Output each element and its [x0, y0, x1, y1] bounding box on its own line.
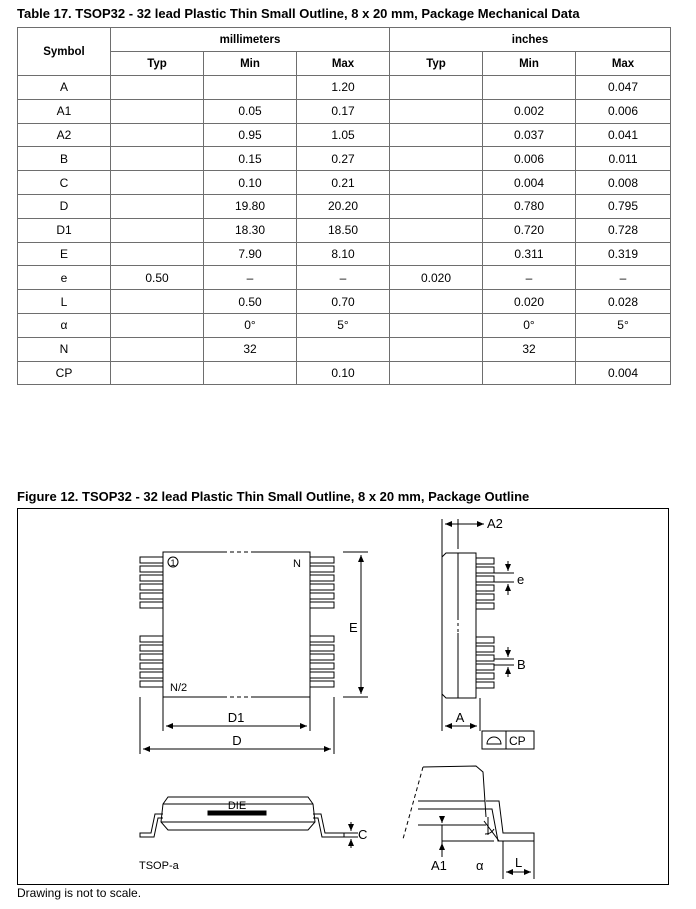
cell-in-typ	[390, 242, 483, 266]
table-row	[18, 266, 671, 290]
cell-mm-typ	[111, 99, 204, 123]
cell-in-max: 0.047	[576, 76, 671, 100]
lead	[310, 663, 334, 669]
cell-mm-min: 0°	[204, 313, 297, 337]
cell-in-min	[483, 361, 576, 385]
lead	[310, 681, 334, 687]
cell-in-min: 0.020	[483, 290, 576, 314]
pin1-label: 1	[170, 558, 176, 568]
pin-n2-label: N/2	[170, 682, 188, 694]
lead	[476, 576, 494, 582]
lead	[140, 575, 163, 581]
cell-in-typ	[390, 171, 483, 195]
cell-mm-max: 0.10	[297, 361, 390, 385]
table-row	[18, 361, 671, 385]
cell-in-max: 0.728	[576, 218, 671, 242]
cell-mm-min	[204, 76, 297, 100]
cell-symbol: A	[18, 76, 111, 100]
dim-cp-label: CP	[509, 734, 526, 748]
footnote: Drawing is not to scale.	[17, 886, 142, 900]
lead	[476, 594, 494, 600]
cell-mm-max: 8.10	[297, 242, 390, 266]
in-typ-header: Typ	[390, 52, 483, 76]
dim-b-label: B	[517, 657, 526, 672]
cell-in-min: 0.780	[483, 194, 576, 218]
cell-in-typ	[390, 313, 483, 337]
cell-in-min: 0.002	[483, 99, 576, 123]
dim-e-pitch-label: e	[517, 572, 525, 587]
inches-header: inches	[390, 28, 671, 52]
dim-a2-label: A2	[487, 516, 503, 531]
cell-symbol: E	[18, 242, 111, 266]
cell-mm-min: 18.30	[204, 218, 297, 242]
cell-mm-typ	[111, 76, 204, 100]
mm-max-header: Max	[297, 52, 390, 76]
cell-in-max: 0.319	[576, 242, 671, 266]
cell-in-max	[576, 337, 671, 361]
lead	[140, 672, 163, 678]
cell-mm-typ	[111, 171, 204, 195]
cell-in-typ	[390, 361, 483, 385]
lead	[310, 566, 334, 572]
table-row	[18, 242, 671, 266]
table-subheader-row	[18, 52, 671, 76]
cell-in-typ	[390, 290, 483, 314]
cell-mm-min	[204, 361, 297, 385]
side-view-leads	[476, 558, 494, 688]
package-leads	[140, 557, 334, 687]
cell-in-min: 0.004	[483, 171, 576, 195]
cell-mm-max: 0.70	[297, 290, 390, 314]
tsop-a-label: TSOP-a	[139, 860, 179, 872]
cell-in-min: 0°	[483, 313, 576, 337]
cell-mm-max: 5°	[297, 313, 390, 337]
lead	[476, 567, 494, 573]
table-row	[18, 290, 671, 314]
lead	[310, 654, 334, 660]
lead	[310, 557, 334, 563]
lead	[140, 584, 163, 590]
front-view	[139, 797, 367, 872]
cell-mm-typ	[111, 290, 204, 314]
cell-mm-min: 0.95	[204, 123, 297, 147]
mechanical-data-table	[17, 27, 671, 385]
lead	[140, 566, 163, 572]
cell-in-typ	[390, 99, 483, 123]
table-row	[18, 147, 671, 171]
package-outline-figure	[17, 508, 669, 885]
cell-in-typ	[390, 194, 483, 218]
cell-symbol: e	[18, 266, 111, 290]
coplanarity-symbol-box	[482, 731, 506, 749]
lead	[476, 585, 494, 591]
cell-in-max: 0.004	[576, 361, 671, 385]
table-title: Table 17. TSOP32 - 32 lead Plastic Thin Small Outline, 8 x 20 mm, Package Mechanical Data	[17, 6, 580, 21]
figure-title: Figure 12. TSOP32 - 32 lead Plastic Thin Small Outline, 8 x 20 mm, Package Outline	[17, 489, 530, 504]
cell-in-typ: 0.020	[390, 266, 483, 290]
cell-symbol: D	[18, 194, 111, 218]
cell-mm-max: 1.05	[297, 123, 390, 147]
cell-mm-typ	[111, 123, 204, 147]
dim-d-label: D	[232, 733, 242, 748]
cell-mm-min: 7.90	[204, 242, 297, 266]
cell-mm-min: 19.80	[204, 194, 297, 218]
table-row	[18, 76, 671, 100]
cell-symbol: N	[18, 337, 111, 361]
dim-a-label: A	[455, 710, 465, 725]
cell-in-typ	[390, 337, 483, 361]
table-row	[18, 194, 671, 218]
lead	[476, 655, 494, 661]
cell-mm-min: 0.10	[204, 171, 297, 195]
dim-a1-label: A1	[431, 858, 447, 873]
lead	[476, 558, 494, 564]
cell-mm-max	[297, 337, 390, 361]
cell-mm-typ	[111, 361, 204, 385]
table-row	[18, 313, 671, 337]
lead	[310, 645, 334, 651]
mm-min-header: Min	[204, 52, 297, 76]
package-outline-drawing	[18, 509, 670, 886]
lead	[140, 663, 163, 669]
table-row	[18, 337, 671, 361]
dim-e-label: E	[349, 620, 358, 635]
cell-symbol: D1	[18, 218, 111, 242]
in-max-header: Max	[576, 52, 671, 76]
cell-in-max: 5°	[576, 313, 671, 337]
cell-mm-max: 0.21	[297, 171, 390, 195]
cell-mm-min: 0.05	[204, 99, 297, 123]
cell-in-max: 0.795	[576, 194, 671, 218]
lead	[140, 602, 163, 608]
cell-mm-max: 0.17	[297, 99, 390, 123]
cell-in-typ	[390, 218, 483, 242]
cell-in-max: 0.041	[576, 123, 671, 147]
lead	[476, 664, 494, 670]
package-body	[163, 552, 310, 697]
cell-mm-max: 20.20	[297, 194, 390, 218]
cell-mm-max: 1.20	[297, 76, 390, 100]
lead	[310, 575, 334, 581]
cell-mm-typ	[111, 337, 204, 361]
cell-symbol: A2	[18, 123, 111, 147]
dim-alpha-label: α	[476, 858, 484, 873]
table-header-row	[18, 28, 671, 52]
cell-in-min	[483, 76, 576, 100]
cell-in-typ	[390, 147, 483, 171]
cell-symbol: CP	[18, 361, 111, 385]
cell-symbol: α	[18, 313, 111, 337]
table-row	[18, 99, 671, 123]
lead	[140, 645, 163, 651]
lead	[476, 603, 494, 609]
cell-mm-typ	[111, 242, 204, 266]
dim-l-label: L	[515, 855, 523, 870]
lead	[476, 682, 494, 688]
cell-mm-typ	[111, 218, 204, 242]
cell-symbol: L	[18, 290, 111, 314]
table-row	[18, 123, 671, 147]
cell-in-typ	[390, 123, 483, 147]
cell-mm-typ	[111, 194, 204, 218]
millimeters-header: millimeters	[111, 28, 390, 52]
cell-symbol: B	[18, 147, 111, 171]
lead	[310, 593, 334, 599]
lead	[140, 654, 163, 660]
lead	[476, 637, 494, 643]
cell-in-max: 0.011	[576, 147, 671, 171]
cell-in-max: 0.008	[576, 171, 671, 195]
cell-in-min: 0.006	[483, 147, 576, 171]
lead	[140, 681, 163, 687]
cell-mm-typ	[111, 147, 204, 171]
cell-in-min: 0.037	[483, 123, 576, 147]
lead	[476, 673, 494, 679]
die-label: DIE	[227, 800, 247, 812]
cell-mm-max: 18.50	[297, 218, 390, 242]
cell-mm-min: 0.50	[204, 290, 297, 314]
cell-in-max: 0.028	[576, 290, 671, 314]
cell-in-min: 0.311	[483, 242, 576, 266]
cell-in-max: –	[576, 266, 671, 290]
symbol-header: Symbol	[18, 28, 111, 76]
cell-mm-max: –	[297, 266, 390, 290]
lead	[310, 636, 334, 642]
pin-n-label: N	[293, 558, 301, 570]
dim-d1-label: D1	[227, 710, 245, 725]
side-view	[442, 516, 534, 749]
in-min-header: Min	[483, 52, 576, 76]
lead	[140, 557, 163, 563]
cell-in-min: 0.720	[483, 218, 576, 242]
lead	[476, 646, 494, 652]
cell-in-max: 0.006	[576, 99, 671, 123]
lead	[310, 672, 334, 678]
mm-typ-header: Typ	[111, 52, 204, 76]
lead	[310, 602, 334, 608]
cell-in-min: –	[483, 266, 576, 290]
dim-c-label: C	[358, 827, 368, 842]
cell-symbol: C	[18, 171, 111, 195]
lead	[140, 593, 163, 599]
cell-mm-max: 0.27	[297, 147, 390, 171]
lead	[310, 584, 334, 590]
cell-mm-min: 32	[204, 337, 297, 361]
table-row	[18, 171, 671, 195]
cell-mm-typ: 0.50	[111, 266, 204, 290]
cell-in-typ	[390, 76, 483, 100]
cell-in-min: 32	[483, 337, 576, 361]
cell-mm-typ	[111, 313, 204, 337]
lead	[140, 636, 163, 642]
top-view	[140, 552, 368, 754]
detail-view	[403, 766, 534, 879]
cell-symbol: A1	[18, 99, 111, 123]
cell-mm-min: 0.15	[204, 147, 297, 171]
table-row	[18, 218, 671, 242]
cell-mm-min: –	[204, 266, 297, 290]
